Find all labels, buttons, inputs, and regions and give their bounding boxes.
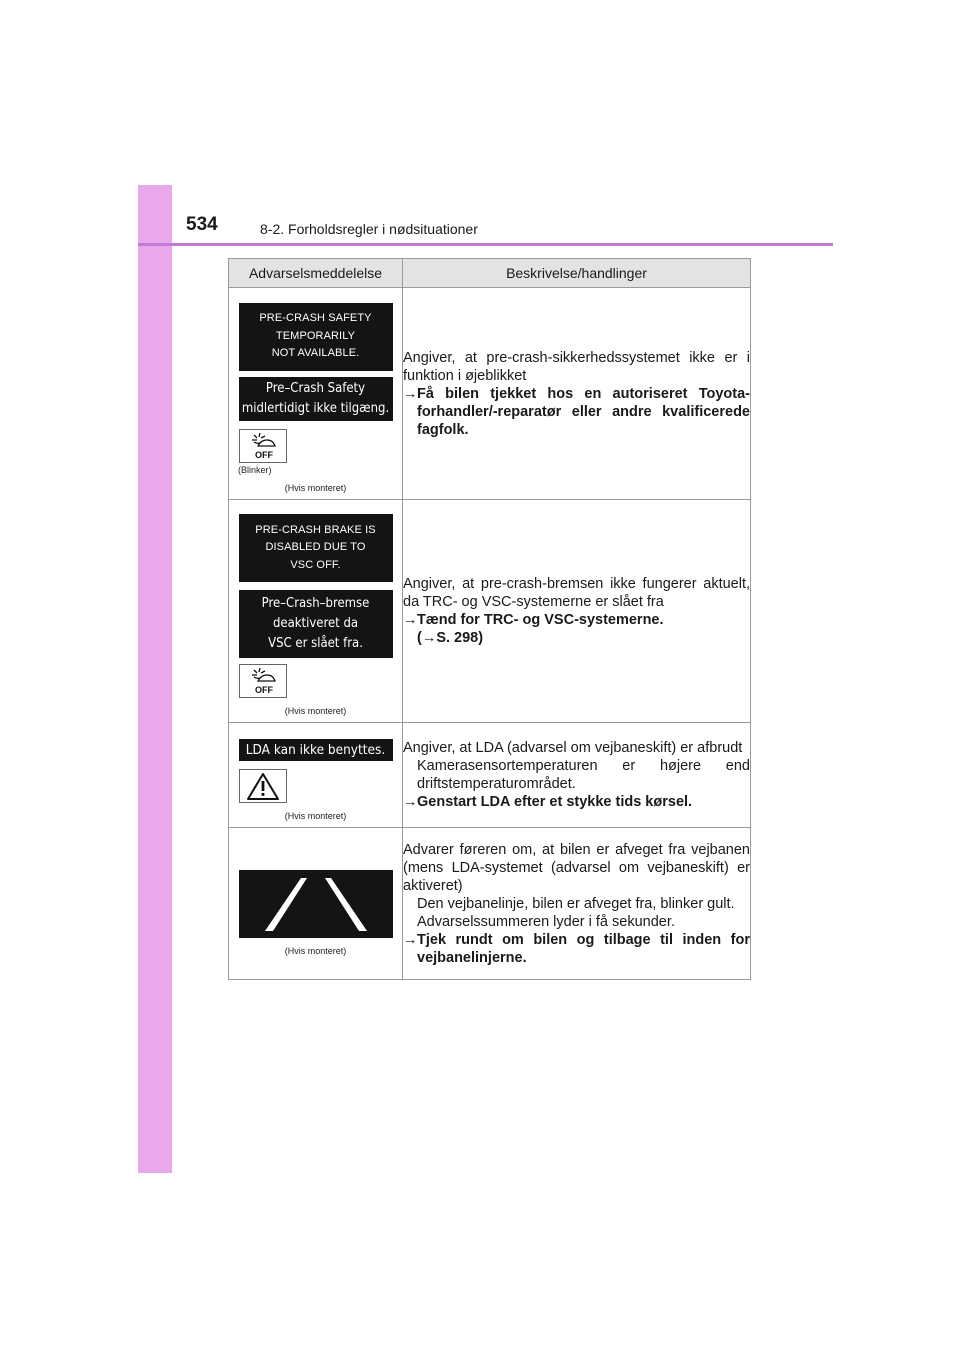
display-message-en: PRE-CRASH BRAKE IS DISABLED DUE TO VSC OFF. xyxy=(239,514,393,582)
page-reference: (→S. 298) xyxy=(417,630,484,646)
message-cell xyxy=(229,500,403,723)
detail-text: Den vejbanelinje, bilen er afveget fra, blinker gult. xyxy=(417,895,735,912)
svg-text:OFF: OFF xyxy=(255,685,273,695)
pre-crash-off-icon xyxy=(239,429,287,463)
display-message-da: Pre–Crash–bremse deaktiveret da VSC er slået fra. xyxy=(239,590,393,658)
description-cell xyxy=(403,828,751,980)
col-header-description: Beskrivelse/handlinger xyxy=(403,259,751,288)
table-row xyxy=(229,500,751,723)
warning-table xyxy=(228,258,751,980)
table-row xyxy=(229,723,751,828)
warning-triangle-icon xyxy=(239,769,287,803)
display-message-en: PRE-CRASH SAFETY TEMPORARILY NOT AVAILABLE. xyxy=(239,303,393,371)
message-cell xyxy=(229,828,403,980)
action-line: → Tænd for TRC- og VSC-systemerne. xyxy=(403,612,664,628)
lane-line-left xyxy=(265,878,307,931)
fitted-note: (Hvis monteret) xyxy=(284,945,347,956)
action-line: → Få bilen tjekket hos en autoriseret Toyota-forhandler/-reparatør eller andre kvalificerede fagfolk. xyxy=(403,385,750,438)
pre-crash-off-icon xyxy=(239,664,287,698)
col-header-message: Advarselsmeddelelse xyxy=(229,259,403,288)
table-header-row xyxy=(229,259,751,288)
section-title: 8-2. Forholdsregler i nødsituationer xyxy=(260,221,478,237)
table-row xyxy=(229,288,751,500)
message-cell xyxy=(229,723,403,828)
description-cell xyxy=(403,288,751,500)
detail-text: Kamerasensortemperaturen er højere end driftstemperaturområdet. xyxy=(417,758,750,792)
action-line: → Tjek rundt om bilen og tilbage til inden for vejbanelinjerne. xyxy=(403,931,750,966)
description-cell xyxy=(403,723,751,828)
table-row xyxy=(229,828,751,980)
lane-line-right xyxy=(325,878,367,931)
fitted-note: (Hvis monteret) xyxy=(284,482,347,493)
display-message-da: Pre–Crash Safety midlertidigt ikke tilgæng. xyxy=(239,377,393,421)
action-line: → Genstart LDA efter et stykke tids kørsel. xyxy=(403,794,693,810)
side-tab-bar xyxy=(138,185,172,1173)
description-text: Angiver, at LDA (advarsel om vejbaneskift) er afbrudt xyxy=(403,740,743,756)
description-text: Advarer føreren om, at bilen er afveget fra vejbanen (mens LDA-systemet (advarsel om vejbaneskift) er aktiveret) xyxy=(403,841,750,894)
description-cell xyxy=(403,500,751,723)
fitted-note: (Hvis monteret) xyxy=(284,706,347,716)
description-text: Angiver, at pre-crash-bremsen ikke fungerer aktuelt, da TRC- og VSC-systemerne er slået fra xyxy=(403,576,750,610)
svg-text:OFF: OFF xyxy=(255,449,273,460)
fitted-note: (Hvis monteret) xyxy=(284,811,347,821)
header-rule xyxy=(138,243,833,246)
page-number: 534 xyxy=(186,214,218,235)
display-message-da: LDA kan ikke benyttes. xyxy=(239,739,393,761)
blinker-note: (Blinker) xyxy=(238,464,272,475)
detail-text: Advarselssummeren lyder i få sekunder. xyxy=(417,913,675,930)
lane-lines-icon xyxy=(239,870,393,938)
message-cell xyxy=(229,288,403,500)
description-text: Angiver, at pre-crash-sikkerhedssystemet ikke er i funktion i øjeblikket xyxy=(403,349,750,384)
